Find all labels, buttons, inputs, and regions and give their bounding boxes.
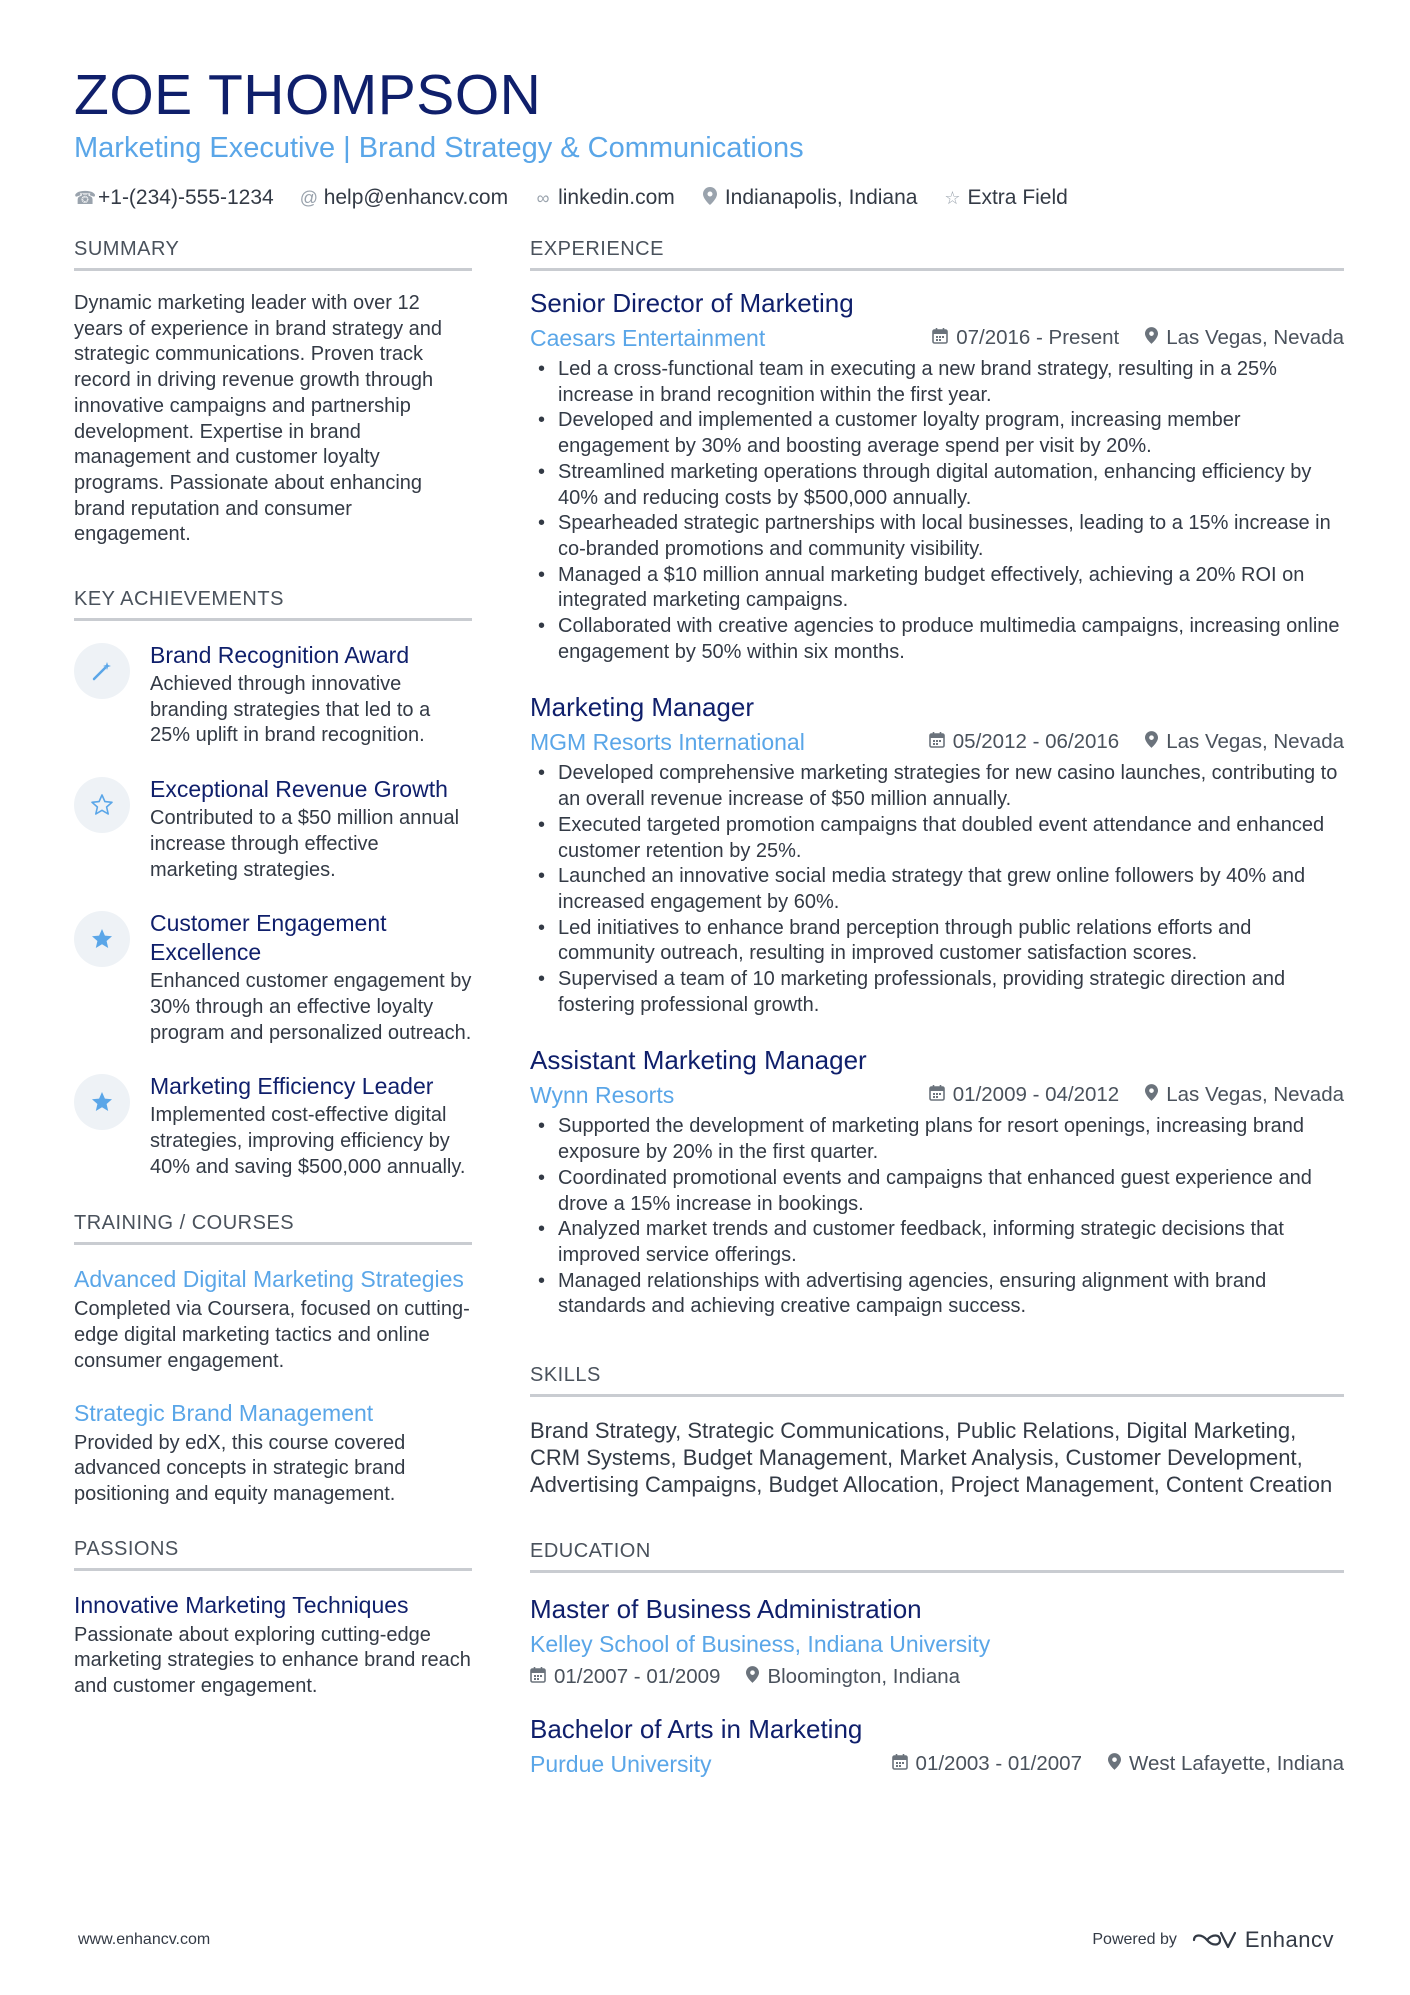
education-entry — [530, 1713, 1344, 1779]
skills-section — [530, 1364, 1344, 1498]
job-meta — [530, 323, 1344, 353]
edu-school: Kelley School of Business, Indiana University — [530, 1631, 991, 1658]
job-company: Wynn Resorts — [530, 1082, 675, 1109]
summary-heading: SUMMARY — [74, 238, 472, 271]
calendar-icon — [892, 1753, 908, 1775]
achievement-desc: Enhanced customer engagement by 30% through an effective loyalty program and personalized outreach. — [150, 970, 472, 1044]
job-bullets — [530, 1114, 1344, 1320]
edu-meta — [530, 1665, 1344, 1689]
enhancv-logo-icon — [1191, 1929, 1237, 1951]
experience-heading: EXPERIENCE — [530, 238, 1344, 271]
course-desc: Completed via Coursera, focused on cutting-edge digital marketing tactics and online consumer engagement. — [74, 1298, 470, 1372]
link-icon: ∞ — [536, 187, 550, 208]
job-dates-text: 01/2009 - 04/2012 — [952, 1083, 1120, 1107]
location-icon — [1145, 731, 1158, 753]
edu-location — [746, 1665, 960, 1689]
job-entry — [530, 691, 1344, 1018]
edu-row — [530, 1749, 1344, 1779]
job-meta-right — [929, 1083, 1344, 1107]
job-bullet: • Led initiatives to enhance brand perception through public relations efforts and community outreach, resulting in improved customer satisfaction scores. — [530, 916, 1344, 967]
job-entry — [530, 1044, 1344, 1320]
experience-section — [530, 238, 1344, 1320]
contact-extra — [943, 186, 1067, 210]
edu-degree: Master of Business Administration — [530, 1594, 922, 1625]
edu-school: Purdue University — [530, 1751, 712, 1778]
job-bullet: • Spearheaded strategic partnerships with local businesses, leading to a 15% increase in co-branded promotions and community visibility. — [530, 511, 1344, 562]
location-icon — [1145, 1084, 1158, 1106]
job-bullet: • Developed and implemented a customer loyalty program, increasing member engagement by 30% and boosting average spend per visit by 20%. — [530, 408, 1344, 459]
contact-phone-text: +1-(234)-555-1234 — [98, 186, 274, 209]
job-bullet: • Executed targeted promotion campaigns that doubled event attendance and enhanced customer retention by 25%. — [530, 813, 1344, 864]
achievement-desc: Contributed to a $50 million annual increase through effective marketing strategies. — [150, 807, 460, 881]
job-location-text: Las Vegas, Nevada — [1166, 1083, 1344, 1107]
course-item — [74, 1399, 472, 1508]
job-bullets — [530, 761, 1344, 1018]
edu-meta — [892, 1752, 1344, 1776]
footer-brand — [1092, 1927, 1334, 1953]
job-meta — [530, 1080, 1344, 1110]
calendar-icon — [932, 327, 948, 349]
job-bullet: • Analyzed market trends and customer feedback, informing strategic decisions that improved service offerings. — [530, 1217, 1344, 1268]
summary-text: Dynamic marketing leader with over 12 years of experience in brand strategy and strategic communications. Proven track record in driving revenue growth through innovative campaigns and partnership development. Expertise in brand management and customer loyalty programs. Passionate about enhancing brand reputation and consumer engagement. — [74, 292, 442, 546]
job-location-text: Las Vegas, Nevada — [1166, 730, 1344, 754]
education-heading: EDUCATION — [530, 1540, 1344, 1573]
passion-title: Innovative Marketing Techniques — [74, 1591, 409, 1618]
job-title: Senior Director of Marketing — [530, 288, 854, 318]
edu-dates-text: 01/2007 - 01/2009 — [554, 1665, 721, 1689]
achievement-item — [74, 775, 472, 883]
job-location — [1145, 730, 1344, 754]
location-icon — [1108, 1753, 1121, 1775]
education-entry — [530, 1593, 1344, 1689]
candidate-name: ZOE THOMPSON — [74, 63, 542, 127]
job-location — [1145, 326, 1344, 350]
phone-icon: ☎ — [74, 187, 97, 208]
at-icon: @ — [299, 187, 318, 208]
right-column — [530, 238, 1344, 1819]
passions-section — [74, 1538, 472, 1700]
job-company: Caesars Entertainment — [530, 325, 766, 351]
achievement-title: Exceptional Revenue Growth — [150, 776, 448, 803]
job-dates-text: 05/2012 - 06/2016 — [952, 730, 1120, 754]
page-footer — [78, 1927, 1334, 1953]
contact-linkedin[interactable] — [534, 186, 675, 210]
calendar-icon — [929, 731, 945, 753]
achievement-title: Customer Engagement Excellence — [150, 910, 387, 966]
left-column — [74, 238, 472, 1740]
job-title: Assistant Marketing Manager — [530, 1045, 867, 1076]
job-dates — [929, 730, 1119, 754]
achievement-desc: Achieved through innovative branding strategies that led to a 25% uplift in brand recognition. — [150, 673, 431, 747]
magic-wand-icon — [74, 643, 130, 699]
job-location-text: Las Vegas, Nevada — [1166, 326, 1344, 349]
course-title: Advanced Digital Marketing Strategies — [74, 1266, 464, 1293]
job-bullet: • Managed relationships with advertising agencies, ensuring alignment with brand standards and achieving creative campaign success. — [530, 1269, 1344, 1320]
course-title: Strategic Brand Management — [74, 1399, 374, 1426]
contact-location-text: Indianapolis, Indiana — [724, 186, 918, 209]
job-dates — [929, 1083, 1119, 1107]
edu-dates-text: 01/2003 - 01/2007 — [915, 1752, 1082, 1776]
summary-section — [74, 238, 472, 548]
calendar-icon — [929, 1084, 945, 1106]
passion-desc: Passionate about exploring cutting-edge marketing strategies to enhance brand reach and customer engagement. — [74, 1623, 471, 1698]
resume-header — [74, 62, 1344, 210]
job-entry — [530, 287, 1344, 665]
contact-extra-text: Extra Field — [967, 186, 1068, 209]
job-bullets — [530, 357, 1344, 665]
passion-item — [74, 1591, 472, 1700]
course-desc: Provided by edX, this course covered advanced concepts in strategic brand positioning and equity management. — [74, 1431, 406, 1505]
location-icon — [1145, 327, 1158, 349]
job-bullet: • Supported the development of marketing plans for resort openings, increasing brand exposure by 20% in the first quarter. — [530, 1114, 1344, 1165]
passions-heading: PASSIONS — [74, 1538, 472, 1571]
job-meta-right — [932, 326, 1344, 350]
achievement-title: Brand Recognition Award — [150, 642, 410, 669]
star-icon: ☆ — [944, 187, 961, 208]
job-dates-text: 07/2016 - Present — [956, 326, 1120, 349]
calendar-icon — [530, 1666, 546, 1688]
contact-phone[interactable] — [74, 186, 274, 210]
contact-email-text: help@enhancv.com — [323, 186, 509, 209]
job-bullet: • Developed comprehensive marketing strategies for new casino launches, contributing to an overall revenue increase of $50 million annually. — [530, 761, 1344, 812]
contact-bar — [74, 186, 1344, 210]
enhancv-logo[interactable] — [1191, 1927, 1334, 1953]
job-bullet: • Streamlined marketing operations through digital automation, enhancing efficiency by 40% and reducing costs by $500,000 annually. — [530, 460, 1344, 511]
job-bullet: • Managed a $10 million annual marketing budget effectively, achieving a 20% ROI on integrated marketing campaigns. — [530, 563, 1344, 614]
training-heading: TRAINING / COURSES — [74, 1212, 472, 1245]
enhancv-logo-text: Enhancv — [1244, 1927, 1334, 1952]
job-meta-right — [929, 730, 1344, 754]
achievement-title: Marketing Efficiency Leader — [150, 1073, 434, 1100]
job-bullet: • Collaborated with creative agencies to produce multimedia campaigns, increasing online engagement by 50% within six months. — [530, 614, 1344, 665]
achievement-item — [74, 909, 472, 1046]
star-filled-icon — [74, 1074, 130, 1130]
training-section — [74, 1212, 472, 1507]
achievement-desc: Implemented cost-effective digital strategies, improving efficiency by 40% and saving $500,000 annually. — [150, 1104, 466, 1178]
edu-degree: Bachelor of Arts in Marketing — [530, 1714, 863, 1745]
powered-by-label: Powered by — [1092, 1931, 1177, 1948]
edu-location-text: Bloomington, Indiana — [767, 1665, 961, 1689]
job-location — [1145, 1083, 1344, 1107]
location-icon — [701, 187, 719, 210]
edu-dates — [530, 1665, 720, 1689]
course-item — [74, 1265, 472, 1374]
star-filled-icon — [74, 911, 130, 967]
job-bullet: • Coordinated promotional events and campaigns that enhanced guest experience and drove a 15% increase in bookings. — [530, 1166, 1344, 1217]
contact-email[interactable] — [300, 186, 508, 210]
achievements-heading: KEY ACHIEVEMENTS — [74, 588, 472, 621]
candidate-title: Marketing Executive | Brand Strategy & Communications — [74, 132, 804, 164]
skills-text: Brand Strategy, Strategic Communications, Public Relations, Digital Marketing, CRM Systems, Budget Management, Market Analysis, Customer Development, Advertising Campaigns, Budget Allocation, Project Management, Content Creation — [530, 1418, 1333, 1498]
job-title: Marketing Manager — [530, 692, 754, 723]
job-bullet: • Launched an innovative social media strategy that grew online followers by 40% and increased engagement by 60%. — [530, 864, 1344, 915]
job-meta — [530, 727, 1344, 757]
achievement-item — [74, 1072, 472, 1180]
achievement-item — [74, 641, 472, 749]
job-bullet: • Led a cross-functional team in executing a new brand strategy, resulting in a 25% increase in brand recognition within the first year. — [530, 357, 1344, 408]
contact-location — [701, 186, 918, 210]
job-company: MGM Resorts International — [530, 729, 805, 756]
footer-url[interactable]: www.enhancv.com — [78, 1931, 211, 1948]
achievements-section — [74, 588, 472, 1180]
edu-dates — [892, 1752, 1082, 1776]
location-icon — [746, 1666, 759, 1688]
education-section — [530, 1540, 1344, 1779]
job-dates — [932, 326, 1119, 350]
skills-heading: SKILLS — [530, 1364, 1344, 1397]
edu-location-text: West Lafayette, Indiana — [1128, 1752, 1344, 1776]
star-outline-icon — [74, 777, 130, 833]
edu-location — [1108, 1752, 1344, 1776]
contact-linkedin-text: linkedin.com — [558, 186, 675, 209]
job-bullet: • Supervised a team of 10 marketing professionals, providing strategic direction and fostering professional growth. — [530, 967, 1344, 1018]
